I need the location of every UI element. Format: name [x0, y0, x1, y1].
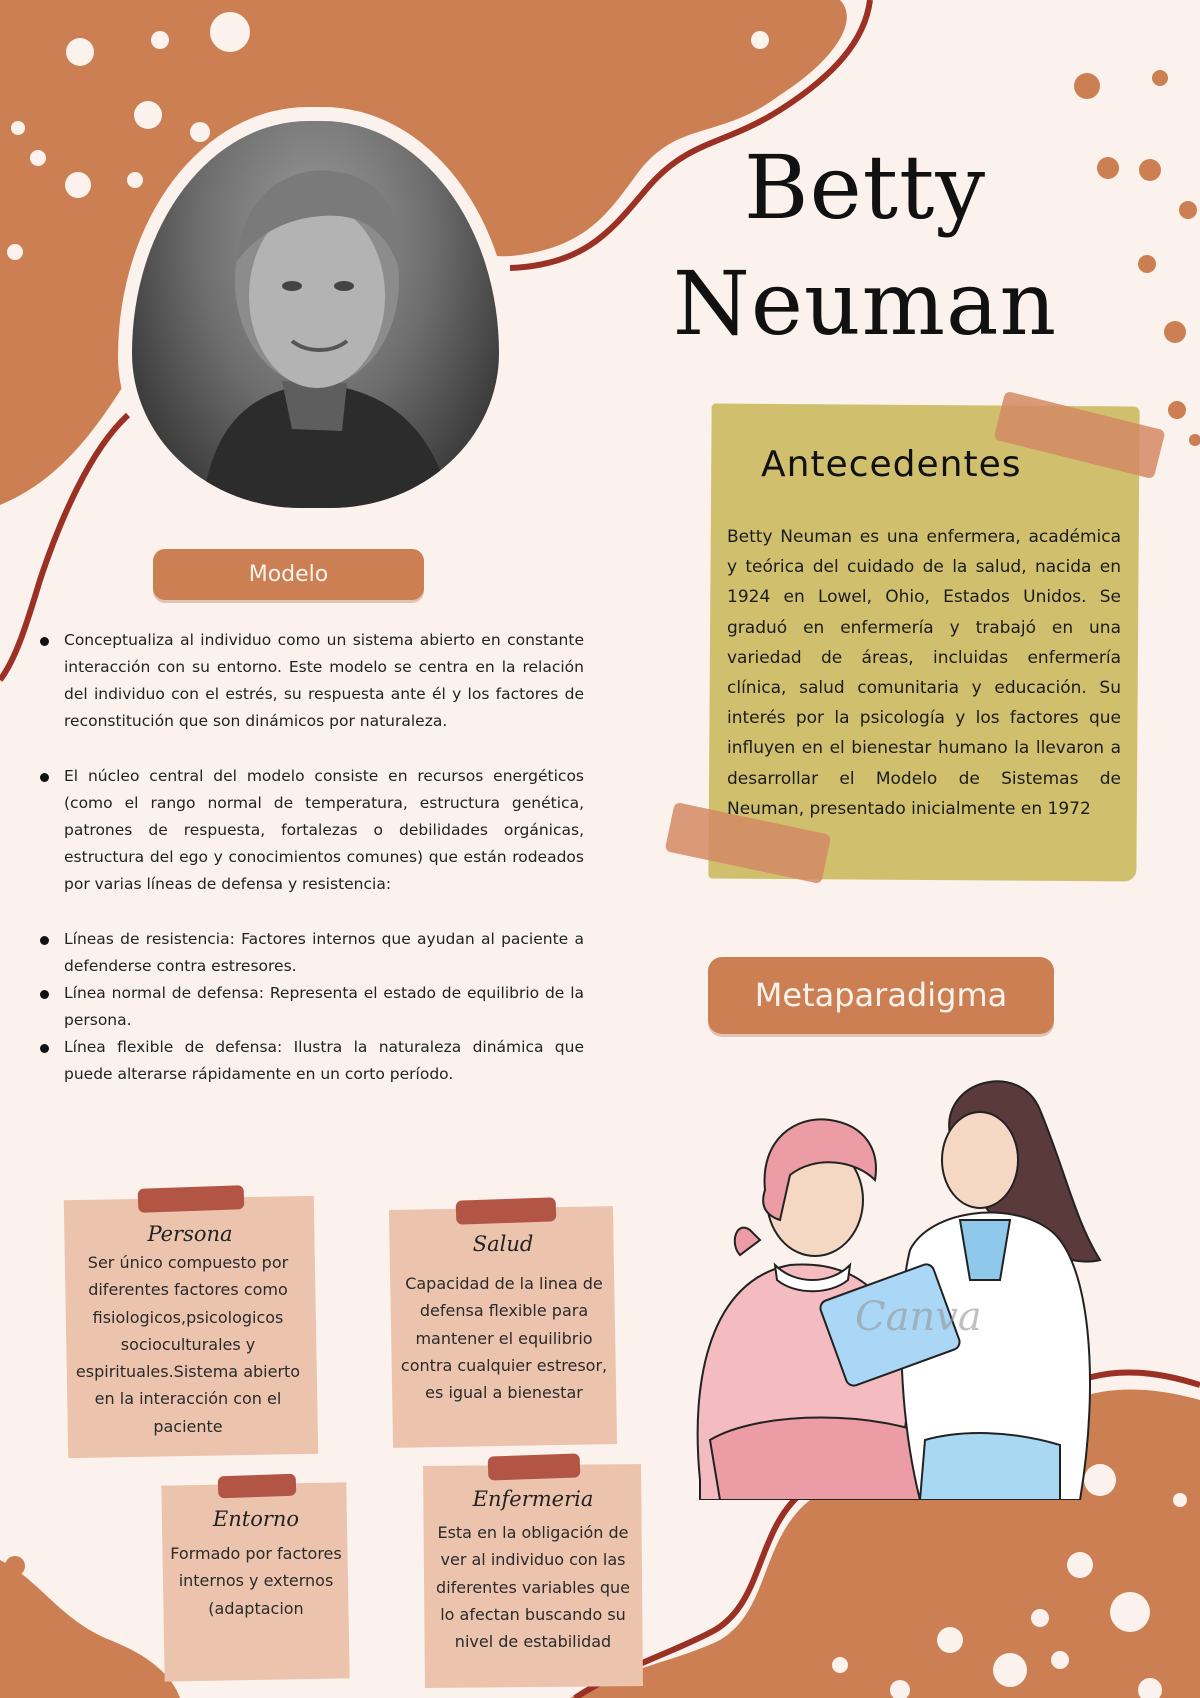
nurse-face: [942, 1112, 1018, 1208]
list-item: El núcleo central del modelo consiste en recursos energéticos (como el rango normal de temperatura, estructura genética, patrones de respuesta, fortalezas o debilidades orgánicas, estructura del ego y conocimientos comunes) que están rodeados por varias líneas de defensa y resistencia:: [36, 763, 584, 898]
title-line-1: Betty: [743, 136, 987, 239]
metaparadigma-label: [708, 957, 1054, 1034]
card-enfermeria-tape: [488, 1453, 581, 1480]
bottom-left-blob: [0, 1560, 180, 1698]
card-entorno-text: Formado por factores internos y externos (adaptacion: [170, 1544, 342, 1618]
metaparadigma-label-text: Metaparadigma: [754, 976, 1008, 1014]
modelo-list-container: [36, 627, 584, 1088]
card-persona-tape: [138, 1185, 245, 1213]
modelo-list: [36, 627, 584, 1088]
modelo-label-text: Modelo: [248, 562, 329, 587]
nurse-patient-illustration: [680, 1080, 1180, 1500]
card-salud-text: Capacidad de la linea de defensa flexible para mantener el equilibrio contra cualquier estresor, es igual a bienestar: [400, 1274, 608, 1403]
modelo-label: [153, 549, 424, 600]
antecedentes-text: Betty Neuman es una enfermera, académica y teórica del cuidado de la salud, nacida en 1924 en Lowel, Ohio, Estados Unidos. Se graduó en enfermería y trabajó en una variedad de áreas, incluidas enfermería clínica, salud comunitaria y educación. Su interés por la psicología y los factores que influyen en el bienestar humano la llevaron a desarrollar el Modelo de Sistemas de Neuman, presentado inicialmente en 1972: [727, 527, 1121, 819]
card-enfermeria-title: Enfermeria: [472, 1487, 594, 1511]
nurse-shirt: [960, 1220, 1010, 1280]
card-persona-title: Persona: [147, 1222, 233, 1246]
title-line-2: Neuman: [672, 252, 1058, 355]
list-item: Línea normal de defensa: Representa el estado de equilibrio de la persona.: [36, 980, 584, 1034]
card-salud-title: Salud: [472, 1232, 534, 1256]
card-persona-text: Ser único compuesto por diferentes factores como fisiologicos,psicologicos socioculturales y espirituales.Sistema abierto en la interacción con el paciente: [75, 1253, 301, 1436]
nurse-pants: [920, 1433, 1060, 1500]
card-enfermeria-text: Esta en la obligación de ver al individuo con las diferentes variables que lo afectan buscando su nivel de estabilidad: [436, 1523, 630, 1652]
canva-watermark: Canva: [855, 1294, 982, 1340]
antecedentes-heading: Antecedentes: [761, 444, 1022, 485]
page-title: [640, 130, 1090, 362]
list-item: Conceptualiza al individuo como un sistema abierto en constante interacción con su entorno. Este modelo se centra en la relación del individuo con el estrés, su respuesta ante él y los factores de reconstitución que son dinámicos por naturaleza.: [36, 627, 584, 735]
card-entorno-tape: [218, 1474, 297, 1499]
card-salud-tape: [456, 1197, 557, 1224]
patient-skirt: [710, 1418, 940, 1501]
card-entorno-title: Entorno: [212, 1507, 300, 1531]
list-item: Línea flexible de defensa: Ilustra la naturaleza dinámica que puede alterarse rápidamente en un corto período.: [36, 1034, 584, 1088]
list-item: Líneas de resistencia: Factores internos que ayudan al paciente a defenderse contra estresores.: [36, 926, 584, 980]
